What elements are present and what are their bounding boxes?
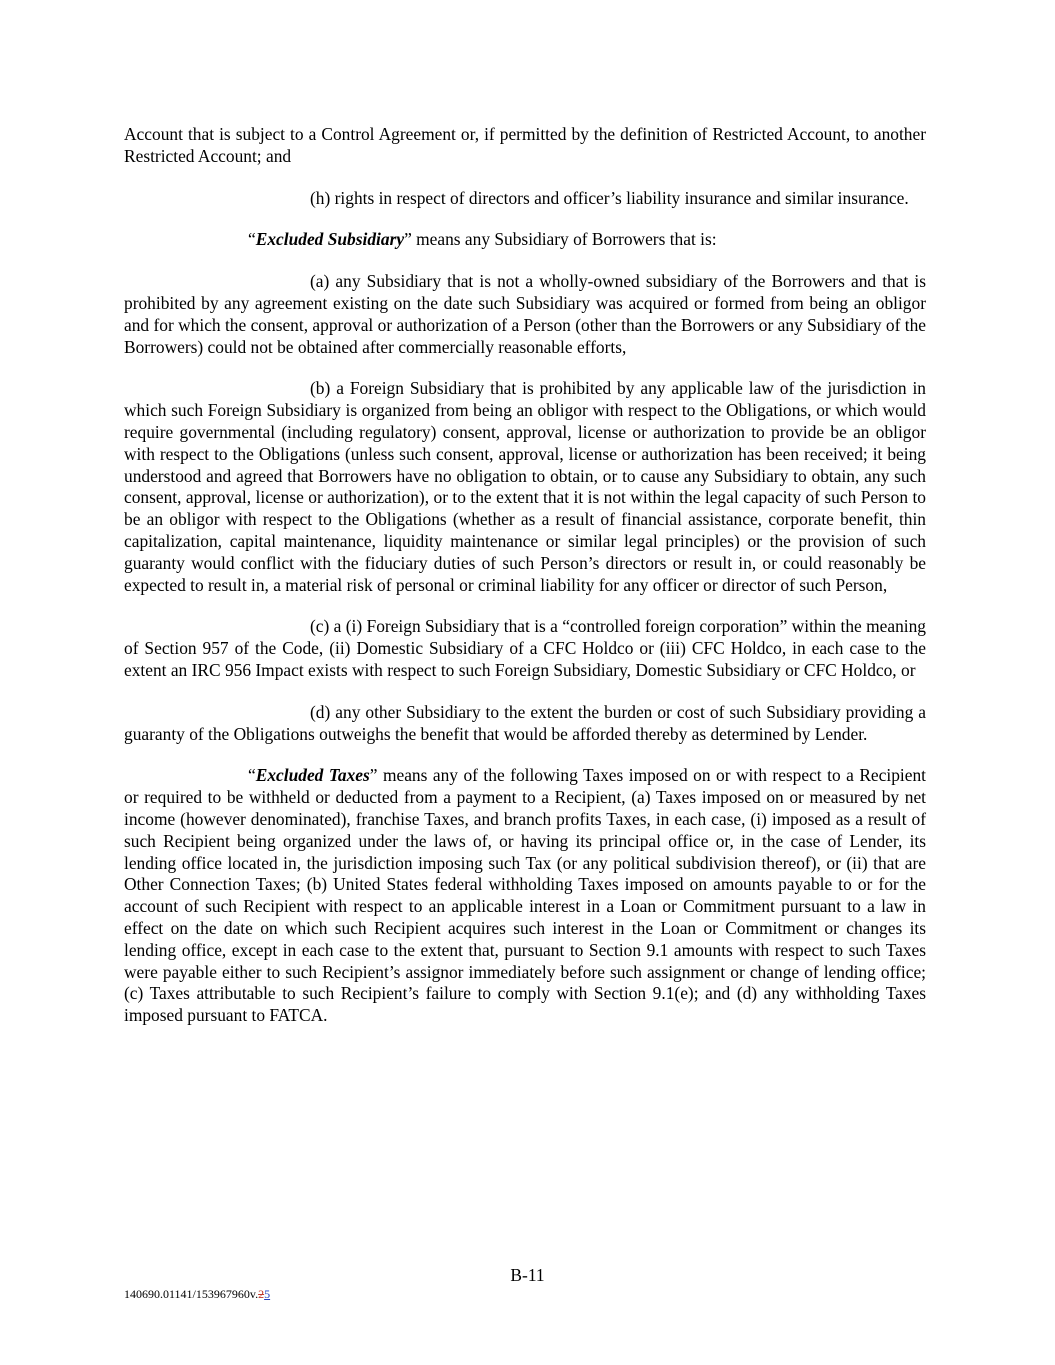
defined-term: Excluded Taxes bbox=[255, 765, 370, 786]
continuation-paragraph: Account that is subject to a Control Agreement or, if permitted by the definition of Restricted Account, to another Restricted Account; and bbox=[124, 124, 926, 166]
definition-text: ” means any Subsidiary of Borrowers that is: bbox=[404, 229, 717, 250]
open-quote: “ bbox=[248, 229, 256, 250]
definition-text: ” means any of the following Taxes imposed on or with respect to a Recipient or required to be withheld or deducted from a payment to a Recipient, (a) Taxes imposed on or measured by net income (however denominated), franchise Taxes, and branch profits Taxes, in each case, (i) imposed as a result of such Recipient being organized under the laws of, or having its principal office or, in the case of Lender, its lending office located in, the jurisdiction imposing such Tax (or any political subdivision thereof), or (ii) that are Other Connection Taxes; (b) United States federal withholding Taxes imposed on amounts payable to or for the account of such Recipient with respect to an applicable interest in a Loan or Commitment pursuant to a law in effect on the date on which such Recipient acquires such interest in the Loan or Commitment or changes its lending office, except in each case to the extent that, pursuant to Section 9.1 amounts with respect to such Taxes were payable either to such Recipient’s assignor immediately before such assignment or change of lending office; (c) Taxes attributable to such Recipient’s failure to comply with Section 9.1(e); and (d) any withholding Taxes imposed pursuant to FATCA. bbox=[124, 765, 926, 1026]
page-number: B-11 bbox=[510, 1265, 545, 1285]
document-id-prefix: 140690.01141/153967960v. bbox=[124, 1287, 259, 1301]
item-h-paragraph: (h) rights in respect of directors and officer’s liability insurance and similar insurance. bbox=[310, 187, 909, 208]
version-inserted: 5 bbox=[264, 1287, 271, 1301]
version-deleted: 2 bbox=[258, 1287, 265, 1301]
defined-term: Excluded Subsidiary bbox=[255, 229, 405, 250]
item-b-paragraph: (b) a Foreign Subsidiary that is prohibited by any applicable law of the jurisdiction in which such Foreign Subsidiary is organized from being an obligor with respect to the Obligations, or which would require governmental (including regulatory) consent, approval, license or authorization to provide be an obligor with respect to the Obligations (unless such consent, approval, license or authorization has been received; it being understood and agreed that Borrowers have no obligation to obtain, or to cause any Subsidiary to obtain, any such consent, approval, license or authorization), or to the extent that it is not within the legal capacity of such Person to be an obligor with respect to the Obligations (whether as a result of financial assistance, corporate benefit, thin capitalization, capital maintenance, liquidity maintenance or similar legal principles) or the provision of such guaranty would conflict with the fiduciary duties of such Person’s directors or result in, or could reasonably be expected to result in, a material risk of personal or criminal liability for any officer or director of such Person, bbox=[124, 378, 926, 595]
document-id bbox=[124, 1287, 270, 1302]
document-body bbox=[124, 124, 926, 1027]
item-d-paragraph: (d) any other Subsidiary to the extent the burden or cost of such Subsidiary providing a guaranty of the Obligations outweighs the benefit that would be afforded thereby as determined by Lender. bbox=[124, 701, 926, 744]
excluded-taxes-definition bbox=[124, 765, 926, 1027]
excluded-subsidiary-definition bbox=[124, 229, 926, 251]
item-c-paragraph: (c) a (i) Foreign Subsidiary that is a “controlled foreign corporation” within the meaning of Section 957 of the Code, (ii) Domestic Subsidiary of a CFC Holdco or (iii) CFC Holdco, in each case to the extent an IRC 956 Impact exists with respect to such Foreign Subsidiary, Domestic Subsidiary or CFC Holdco, or bbox=[124, 616, 926, 680]
open-quote: “ bbox=[248, 765, 256, 786]
item-a-paragraph: (a) any Subsidiary that is not a wholly-owned subsidiary of the Borrowers and that is prohibited by any agreement existing on the date such Subsidiary was acquired or formed from being an obligor and for which the consent, approval or authorization of a Person (other than the Borrowers or any Subsidiary of the Borrowers) could not be obtained after commercially reasonable efforts, bbox=[124, 271, 926, 357]
